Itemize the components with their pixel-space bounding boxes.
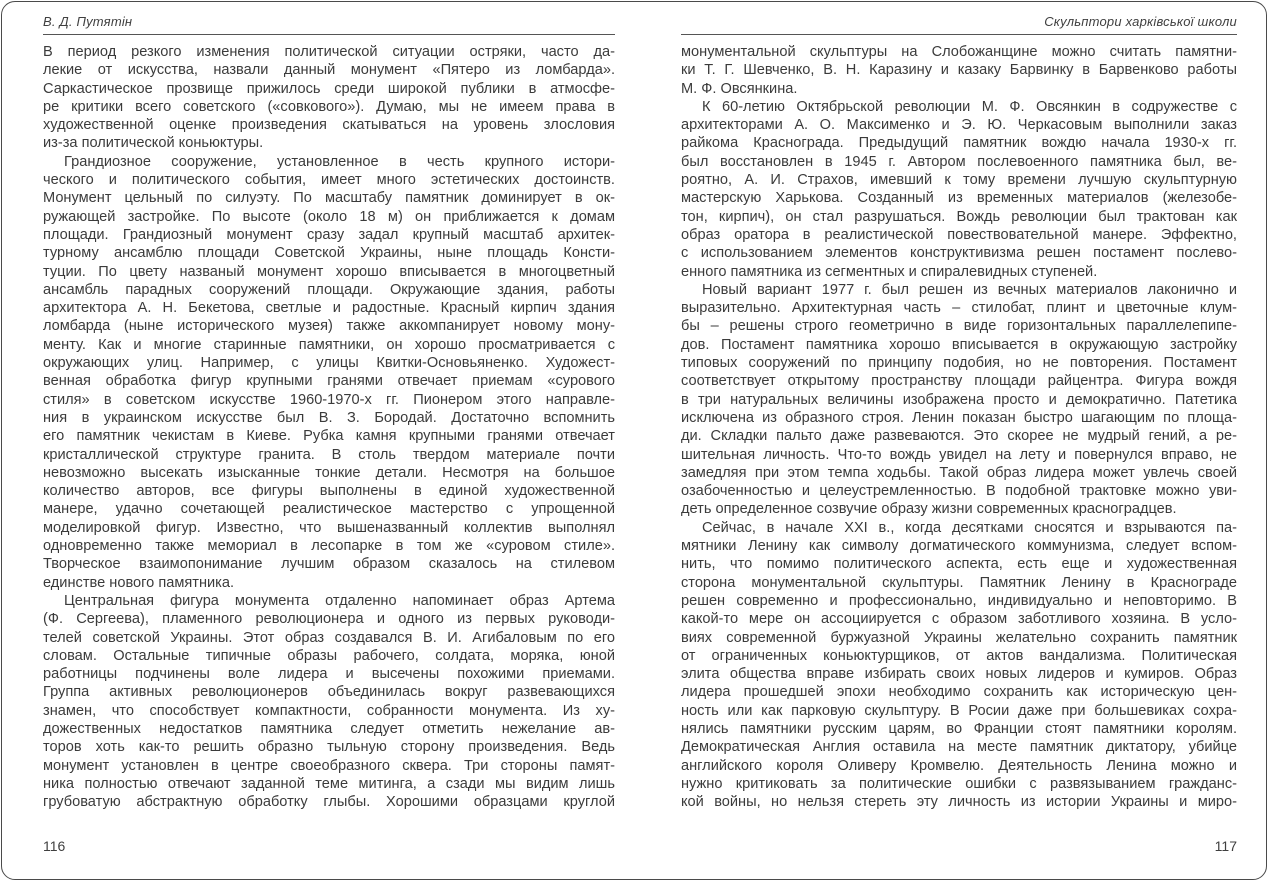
page-body-right (681, 43, 1237, 811)
text-line: шительная личность. Что-то вождь увидел на лету и повернулся вправо, не (681, 446, 1237, 463)
running-header-chapter: Скульптори харківської школи (1044, 14, 1237, 29)
text-line: Группа активных революционеров объединилась вокруг развевающихся (43, 684, 615, 701)
text-line: ника полностью отвечают заданной теме митинга, а сзади мы видим лишь (43, 775, 615, 792)
text-line: из-за политической коньюктуры. (43, 135, 264, 152)
text-line: манере, удачно сочетающей реалистическое мастерство с упрощенной (43, 501, 615, 518)
text-line: деть определенное созвучие образу жизни современных красноградцев. (681, 501, 1177, 518)
text-line: бы – решены строго геометрично в виде горизонтальных параллелепипе- (681, 318, 1237, 335)
paragraph (43, 592, 615, 812)
page-number: 116 (43, 838, 66, 854)
text-line: менту. Как и многие старинные памятники, он хорошо просматривается с (43, 336, 615, 353)
text-line: архитекторами А. О. Максименко и Э. Ю. Черкасовым выполнили заказ (681, 117, 1237, 134)
text-line: решен современно и профессионально, индивидуально и неповторимо. В (681, 592, 1237, 609)
text-line: ческого и политического события, имеет много эстетических достоинств. (43, 172, 615, 189)
text-line: дов. Постамент памятника хорошо вписывается в окружающую застройку (681, 336, 1237, 353)
text-line: тон, кирпич), он стал разрушаться. Вождь революции был трактован как (681, 208, 1237, 225)
text-line: роятно, А. И. Страхов, имевший к тому времени лучшую скульптурную (681, 172, 1237, 189)
text-line: моделировкой фигур. Известно, что вышеназванный коллектив выполнял (43, 519, 615, 536)
header-rule (43, 34, 615, 35)
text-line: типовых сооружений по принципу подобия, но не повторения. Постамент (681, 355, 1237, 372)
text-line: кой войны, но нельзя стереть эту личность из истории Украины и миро- (681, 794, 1237, 811)
text-line: был восстановлен в 1945 г. Автором послевоенного памятника был, ве- (681, 153, 1237, 170)
text-line: райкома Краснограда. Предыдущий памятник вождю начала 1930-х гг. (681, 135, 1237, 152)
paragraph (681, 519, 1237, 812)
text-line: площади. Грандиозный монумент сразу задал крупный масштаб архитек- (43, 226, 615, 243)
text-line: мятники Ленину как символу догматического коммунизма, следует вспом- (681, 538, 1237, 555)
text-line: единстве нового памятника. (43, 574, 235, 591)
text-line: с использованием элементов конструктивизма решен постамент послево- (681, 245, 1237, 262)
text-line: виях современной буржуазной Украины желательно сохранить памятник (681, 629, 1237, 646)
text-line: грубоватую абстрактную обработку глыбы. Хорошими образцами круглой (43, 794, 615, 811)
text-line: Центральная фигура монумента отдаленно напоминает образ Артема (64, 592, 615, 609)
text-line: озабоченностью и целеустремленностью. В подобной трактовке можно уви- (681, 483, 1237, 500)
page-left (43, 14, 615, 867)
page-body-left (43, 43, 615, 811)
text-line: Сейчас, в начале XXI в., когда десятками сносятся и взрываются па- (702, 519, 1237, 536)
text-line: художественной оценке произведения скатываться на уровень злословия (43, 117, 615, 134)
text-line: телей советской Украины. Этот образ создавался В. И. Агибаловым по его (43, 629, 615, 646)
text-line: Творческое взаимопонимание лучшим образом сказалось на стилевом (43, 556, 615, 573)
text-line: выразительно. Архитектурная часть – стилобат, плинт и цветочные клум- (681, 300, 1237, 317)
text-line: стиля» в советском искусстве 1960-1970-х гг. Пионером этого направле- (43, 391, 615, 408)
paragraph (43, 153, 615, 592)
text-line: английского короля Оливеру Кромвелю. Деятельность Ленина можно и (681, 757, 1237, 774)
text-line: словам. Остальные типичные образы рабочего, солдата, моряка, юной (43, 647, 615, 664)
text-line: замедляя при этом темпа ходьбы. Такой образ лидера может увлечь своей (681, 464, 1237, 481)
text-line: нить, что помимо политического аспекта, есть еще и художественная (681, 556, 1237, 573)
paragraph (43, 43, 615, 153)
header-rule (681, 34, 1237, 35)
text-line: ность или как парковую скульптуру. В Росии даже при большевиках сохра- (681, 702, 1237, 719)
text-line: венная обработка фигур крупными гранями отвечает приемам «сурового (43, 373, 615, 390)
text-line: туции. По цвету названый монумент хорошо вписывается в многоцветный (43, 263, 615, 280)
paragraph (681, 98, 1237, 281)
paragraph (681, 43, 1237, 98)
text-line: соответствует открытому пространству площади райцентра. Фигура вождя (681, 373, 1237, 390)
text-line: образ оратора в реалистической повествовательной манере. Эффектно, (681, 226, 1237, 243)
text-line: енного памятника из сегментных и спиралевидных ступеней. (681, 263, 1098, 280)
text-line: одновременно также мемориал в лесопарке в том же «суровом стиле». (43, 538, 615, 555)
text-line: монументальной скульптуры на Слобожанщине можно считать памятни- (681, 44, 1237, 60)
page-number: 117 (1214, 838, 1237, 854)
text-line: ансамбль парадных сооружений площади. Окружающие здания, работы (43, 281, 615, 298)
running-header-author: В. Д. Путятін (43, 14, 133, 29)
text-line: сторона монументальной скульптуры. Памятник Ленину в Краснограде (681, 574, 1237, 591)
text-line: ния в украинском искусстве был В. З. Бородай. Достаточно вспомнить (43, 409, 615, 426)
text-line: дожественных недостатков памятника следует отметить нежелание ав- (43, 720, 615, 737)
text-line: ломбарда (ныне исторического музея) также аккомпанирует новому мону- (43, 318, 615, 335)
text-line: архитектора А. Н. Бекетова, светлые и радостные. Красный кирпич здания (43, 300, 615, 317)
text-line: торов хоть как-то решить образно тыльную сторону произведения. Ведь (43, 739, 615, 756)
text-line: исключена из образного строя. Ленин показан быстро шагающим по площа- (681, 409, 1237, 426)
text-line: монумент установлен в центре своеобразного сквера. Три стороны памят- (43, 757, 615, 774)
text-line: в три натуральных величины изображена просто и демократично. Патетика (681, 391, 1237, 408)
text-line: от ограниченных коньюктурщиков, от актов вандализма. Политическая (681, 647, 1237, 664)
text-line: невозможно высекать изысканные тонкие детали. Несмотря на большое (43, 464, 615, 481)
text-line: Демократическая Англия оставила на месте памятник диктатору, убийце (681, 739, 1237, 756)
text-line: Саркастическое прозвище прижилось среди широкой публики в атмосфе- (43, 80, 615, 97)
text-line: количество авторов, все фигуры выполнены в единой художественной (43, 483, 615, 500)
text-line: М. Ф. Овсянкина. (681, 80, 798, 97)
text-line: окружающих улиц. Например, с улицы Квитки-Основьяненко. Художест- (43, 355, 615, 372)
text-line: В период резкого изменения политической ситуации остряки, часто да- (43, 44, 615, 60)
text-line: турному ансамблю площади Советской Украины, ныне площадь Консти- (43, 245, 615, 262)
text-line: нужно критиковать за политические ошибки с развязыванием гражданс- (681, 775, 1237, 792)
text-line: мастерскую Харькова. Созданный из временных материалов (железобе- (681, 190, 1237, 207)
text-line: К 60-летию Октябрьской революции М. Ф. Овсянкин в содружестве с (702, 98, 1237, 115)
text-line: кристаллической структуре гранита. В столь твердом материале почти (43, 446, 615, 463)
paragraph (681, 281, 1237, 519)
text-line: знамен, что способствует компактности, собранности монумента. Из ху- (43, 702, 615, 719)
page-right (681, 14, 1237, 867)
text-line: Грандиозное сооружение, установленное в честь крупного истори- (64, 153, 615, 170)
text-line: Новый вариант 1977 г. был решен из вечных материалов лаконично и (702, 281, 1237, 298)
text-line: (Ф. Сергеева), пламенного революционера и одного из первых руководи- (43, 611, 615, 628)
text-line: ружающей застройке. По высоте (около 18 м) он приближается к домам (43, 208, 615, 225)
text-line: лидера прошедшей эпохи необходимо сохранить как историческую цен- (681, 684, 1237, 701)
text-line: ди. Складки пальто даже развеваются. Это скорее не мудрый гений, а ре- (681, 428, 1237, 445)
text-line: его памятник чекистам в Киеве. Рубка камня крупными гранями отвечает (43, 428, 615, 445)
text-line: элита общества вправе избирать своих новых лидеров и кумиров. Образ (681, 666, 1237, 683)
text-line: Монумент цельный по силуэту. По масштабу памятник доминирует в ок- (43, 190, 615, 207)
text-line: ки Т. Г. Шевченко, В. Н. Каразину и казаку Барвинку в Барвенково работы (681, 62, 1237, 79)
text-line: лекие от искусства, назвали данный монумент «Пятеро из ломбарда». (43, 62, 615, 79)
text-line: ре критики всего советского («совкового»). Думаю, мы не имеем права в (43, 98, 615, 115)
text-line: работницы подчинены воле лидера и высечены похожими приемами. (43, 666, 615, 683)
text-line: нялись памятники русским царям, во Франции стоят памятники королям. (681, 720, 1237, 737)
text-line: какой-то мере он ассоциируется с образом заботливого хозяина. В усло- (681, 611, 1237, 628)
